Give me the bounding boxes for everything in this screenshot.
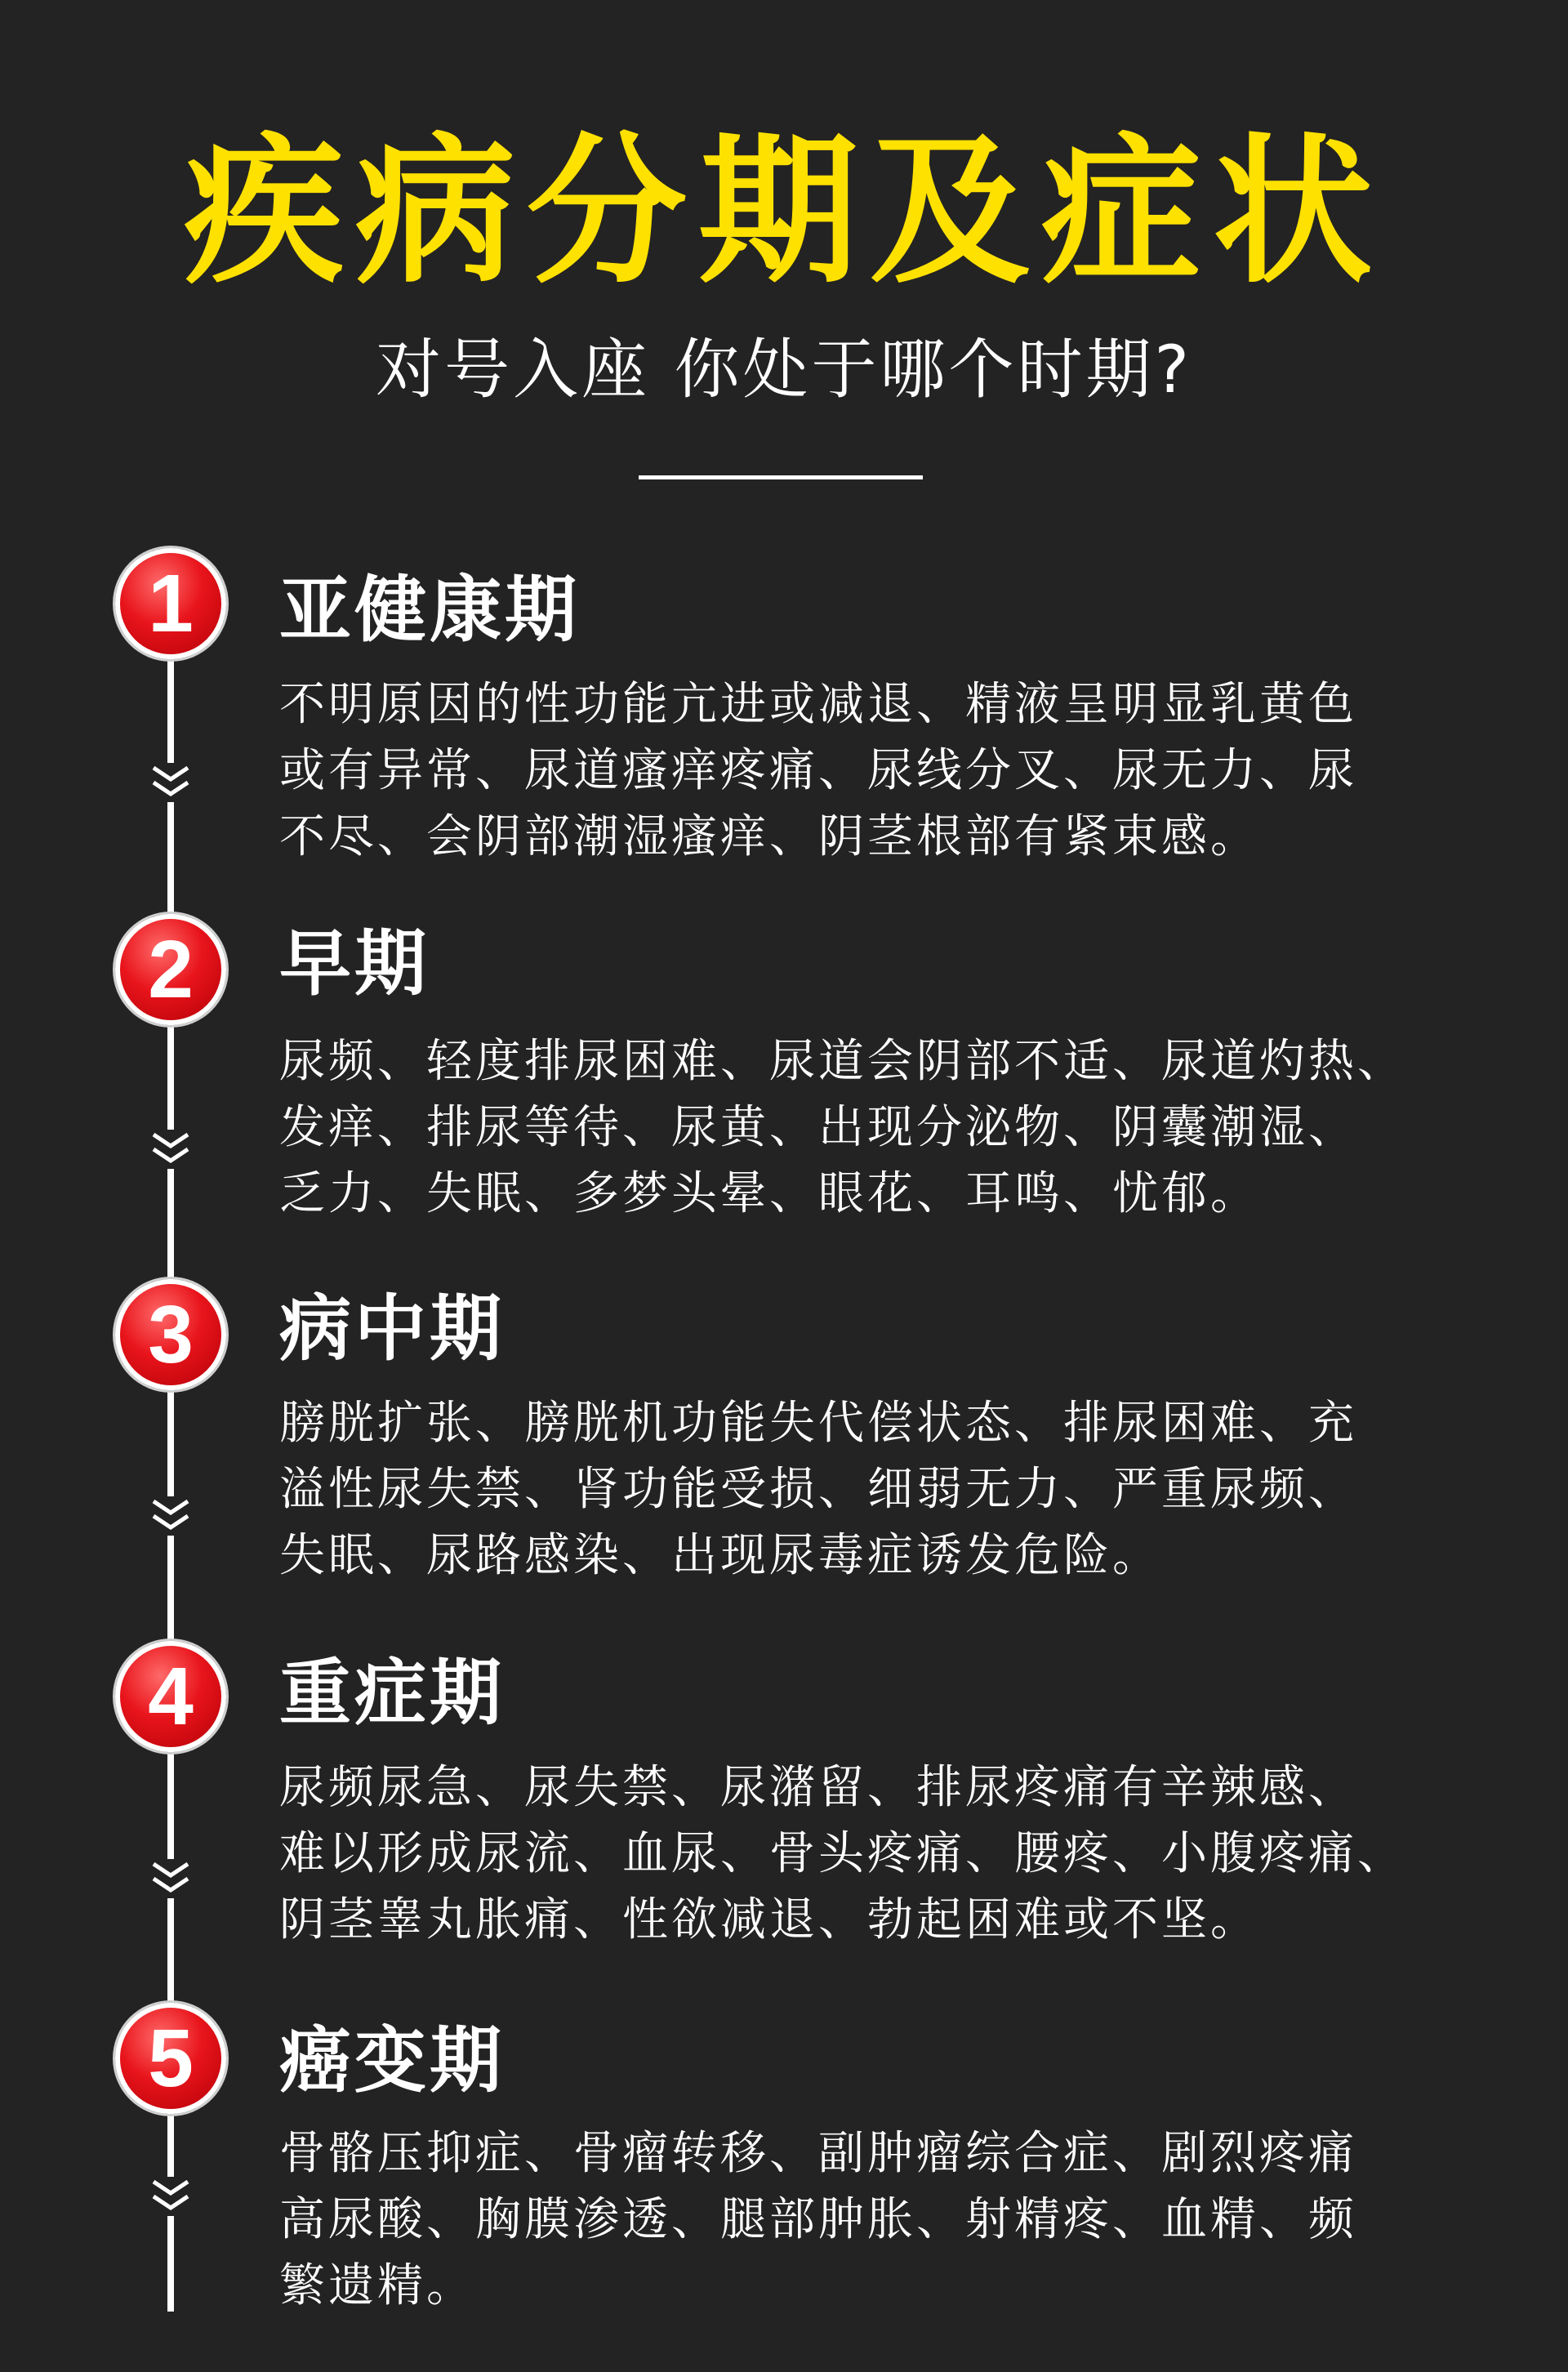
stage-number-badge: 1 bbox=[115, 548, 226, 659]
stage-description bbox=[279, 1754, 1521, 1953]
stage-description-line: 发痒、排尿等待、尿黄、出现分泌物、阴囊潮湿、 bbox=[279, 1101, 1357, 1154]
stage-title: 亚健康期 bbox=[279, 568, 581, 652]
stage-description-line: 繁遗精。 bbox=[279, 2259, 475, 2312]
stage-title: 重症期 bbox=[279, 1651, 506, 1735]
stage-description-line: 不尽、会阴部潮湿瘙痒、阴茎根部有紧束感。 bbox=[279, 810, 1259, 863]
stage-description-line: 失眠、尿路感染、出现尿毒症诱发危险。 bbox=[279, 1529, 1161, 1582]
stage-number-badge: 5 bbox=[115, 2003, 226, 2114]
stage-description-line: 高尿酸、胸膜渗透、腿部肿胀、射精疼、血精、频 bbox=[279, 2193, 1357, 2246]
double-chevron-down-icon bbox=[142, 1859, 199, 1898]
stage-title: 病中期 bbox=[279, 1286, 506, 1371]
stage-number-badge: 4 bbox=[115, 1641, 226, 1752]
double-chevron-down-icon bbox=[142, 1496, 199, 1536]
stage-description bbox=[279, 1028, 1521, 1227]
stage-description-line: 难以形成尿流、血尿、骨头疼痛、腰疼、小腹疼痛、 bbox=[279, 1827, 1406, 1880]
stage-description-line: 尿频尿急、尿失禁、尿潴留、排尿疼痛有辛辣感、 bbox=[279, 1761, 1357, 1814]
stage-description-line: 阴茎睾丸胀痛、性欲减退、勃起困难或不坚。 bbox=[279, 1893, 1259, 1946]
stage-description bbox=[279, 1390, 1521, 1589]
stage-title: 癌变期 bbox=[279, 2018, 506, 2102]
stage-description-line: 乏力、失眠、多梦头晕、眼花、耳鸣、忧郁。 bbox=[279, 1167, 1259, 1220]
stage-description-line: 不明原因的性功能亢进或减退、精液呈明显乳黄色 bbox=[279, 678, 1357, 731]
stage-description bbox=[279, 671, 1521, 870]
stage-description-line: 尿频、轻度排尿困难、尿道会阴部不适、尿道灼热、 bbox=[279, 1035, 1406, 1088]
stage-description-line: 膀胱扩张、膀胱机功能失代偿状态、排尿困难、充 bbox=[279, 1397, 1357, 1450]
stage-number-badge: 3 bbox=[115, 1279, 226, 1390]
double-chevron-down-icon bbox=[142, 1130, 199, 1169]
double-chevron-down-icon bbox=[142, 2177, 199, 2216]
divider bbox=[639, 475, 923, 479]
stage-description-line: 或有异常、尿道瘙痒疼痛、尿线分叉、尿无力、尿 bbox=[279, 744, 1357, 797]
stage-description bbox=[279, 2120, 1521, 2319]
page-title: 疾病分期及症状 bbox=[183, 119, 1384, 305]
stage-description-line: 骨骼压抑症、骨瘤转移、副肿瘤综合症、剧烈疼痛 bbox=[279, 2127, 1357, 2180]
double-chevron-down-icon bbox=[142, 763, 199, 802]
stage-title: 早期 bbox=[279, 921, 430, 1005]
page-subtitle: 对号入座 你处于哪个时期? bbox=[376, 332, 1192, 408]
stage-description-line: 溢性尿失禁、肾功能受损、细弱无力、严重尿频、 bbox=[279, 1463, 1357, 1516]
stage-number-badge: 2 bbox=[115, 914, 226, 1025]
